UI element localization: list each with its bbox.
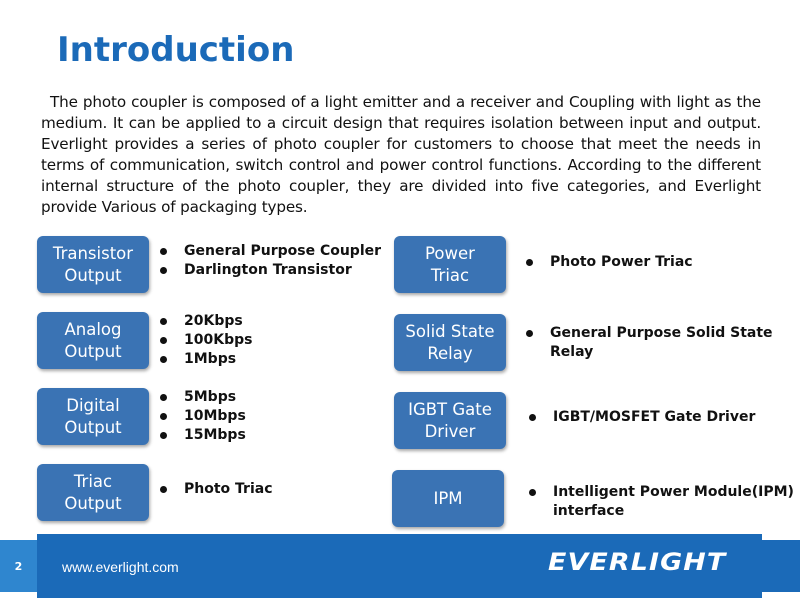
category-label: IPM — [433, 488, 463, 508]
list-item: 1Mbps — [160, 350, 252, 369]
category-solid-state-relay — [394, 314, 506, 371]
category-label: Triac Output — [64, 471, 122, 513]
triac-output-list — [160, 480, 273, 499]
category-label: Transistor Output — [52, 243, 134, 285]
transistor-output-list — [160, 242, 381, 280]
category-label: Power Triac — [425, 243, 475, 285]
page-title: Introduction — [57, 30, 295, 70]
list-item: 15Mbps — [160, 426, 246, 445]
category-label: IGBT Gate Driver — [408, 399, 492, 441]
footer-url[interactable]: www.everlight.com — [62, 559, 179, 575]
list-item: Intelligent Power Module(IPM) interface — [529, 483, 794, 521]
category-analog-output — [37, 312, 149, 369]
list-item: IGBT/MOSFET Gate Driver — [529, 408, 755, 427]
digital-output-list — [160, 388, 246, 445]
category-label: Solid State Relay — [405, 321, 495, 363]
category-label: Analog Output — [64, 319, 122, 361]
footer-edge — [762, 540, 800, 592]
list-item: 10Mbps — [160, 407, 246, 426]
page-number: 2 — [0, 540, 37, 592]
list-item: General Purpose Coupler — [160, 242, 381, 261]
power-triac-list — [526, 253, 693, 272]
category-ipm — [392, 470, 504, 527]
analog-output-list — [160, 312, 252, 369]
list-item: 20Kbps — [160, 312, 252, 331]
list-item: 5Mbps — [160, 388, 246, 407]
category-power-triac — [394, 236, 506, 293]
category-triac-output — [37, 464, 149, 521]
igbt-gate-driver-list — [529, 408, 755, 427]
list-item: Photo Power Triac — [526, 253, 693, 272]
everlight-logo: EVERLIGHT — [548, 548, 727, 576]
solid-state-relay-list — [526, 324, 773, 362]
category-digital-output — [37, 388, 149, 445]
intro-paragraph: The photo coupler is composed of a light emitter and a receiver and Coupling with light as the medium. It can be applied to a circuit design that requires isolation between input and output. Everlight provides a series of photo coupler for customers to choose that meet the needs in terms of communication, switch control and power control functions. According to the different internal structure of the photo coupler, they are divided into five categories, and Everlight provide Various of packaging types. — [41, 93, 761, 216]
list-item: General Purpose Solid State Relay — [526, 324, 773, 362]
category-transistor-output — [37, 236, 149, 293]
category-igbt-gate-driver — [394, 392, 506, 449]
list-item: Darlington Transistor — [160, 261, 381, 280]
list-item: 100Kbps — [160, 331, 252, 350]
ipm-list — [529, 483, 794, 521]
list-item: Photo Triac — [160, 480, 273, 499]
category-label: Digital Output — [64, 395, 122, 437]
